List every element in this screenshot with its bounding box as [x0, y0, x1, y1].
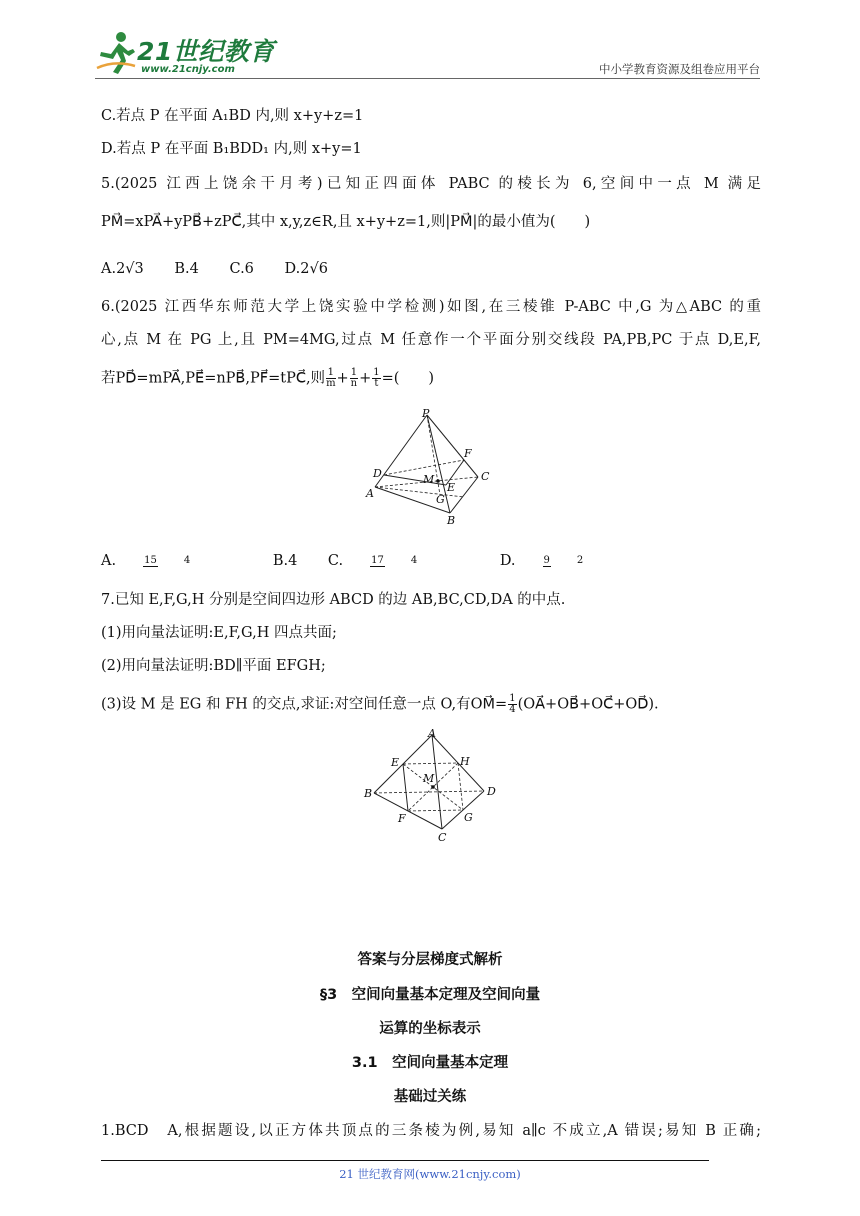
q7-label-d: D: [487, 785, 496, 798]
q7-label-c: C: [438, 831, 447, 844]
q6-label-c: C: [481, 470, 490, 483]
q5-stem-line2: PM⃗=xPA⃗+yPB⃗+zPC⃗,其中 x,y,z∈R,且 x+y+z=1,则|PM⃗|的最小值为( ): [101, 214, 591, 230]
q6-stem-line2: 心,点 M 在 PG 上,且 PM=4MG,过点 M 任意作一个平面分别交线段 PA,PB,PC 于点 D,E,F,: [101, 332, 761, 348]
logo: [95, 30, 275, 78]
runner-logo-icon: [95, 30, 137, 76]
q5-options: [101, 259, 354, 279]
q6-options: [101, 551, 661, 571]
q6-pyramid-figure: [360, 405, 500, 530]
q6-label-e: E: [447, 481, 456, 494]
q7-part3: (3)设 M 是 EG 和 FH 的交点,求证:对空间任意一点 O,有OM⃗= $\frac{1}{4}$ (OA⃗+OB⃗+OC⃗+OD⃗).: [101, 693, 659, 715]
q4-option-d: D.若点 P 在平面 B₁BDD₁ 内,则 x+y=1: [101, 141, 362, 157]
q7-label-g: G: [464, 811, 473, 824]
q7-label-f: F: [398, 812, 406, 825]
answers-title: 答案与分层梯度式解析: [357, 952, 503, 968]
q6-label-d: D: [373, 467, 382, 480]
q6-stem-line3: 若PD⃗=mPA⃗,PE⃗=nPB⃗,PF⃗=tPC⃗,则 $\frac{1}{m}$ + $\frac{1}{n}$ + $\frac{1}{t}$ =( ): [101, 367, 435, 389]
page-header: [95, 30, 760, 80]
q6-label-a: A: [366, 487, 374, 500]
q7-part2: (2)用向量法证明:BD∥平面 EFGH;: [101, 658, 326, 674]
footer-text: 21 世纪教育网(www.21cnjy.com): [339, 1167, 521, 1181]
answers-section-2: 运算的坐标表示: [379, 1021, 481, 1037]
q5-option-a: A.2√3: [101, 261, 144, 277]
q6-stem-line1: 6.(2025 江西华东师范大学上饶实验中学检测)如图,在三棱锥 P-ABC 中,G 为△ABC 的重: [101, 299, 761, 315]
logo-url: www.21cnjy.com: [141, 64, 235, 75]
q5-option-c: C.6: [229, 261, 254, 277]
q7-frac: $\frac{1}{4}$: [509, 693, 516, 715]
q6-option-d: D. 9 2: [499, 553, 584, 569]
q7-label-m: M: [423, 772, 435, 785]
q5-option-b: B.4: [174, 261, 199, 277]
q6-frac-n: $\frac{1}{n}$: [350, 367, 358, 389]
q7-part1: (1)用向量法证明:E,F,G,H 四点共面;: [101, 625, 337, 641]
q6-frac-m: $\frac{1}{m}$: [326, 367, 336, 389]
q6-option-a: A. 15 4: [101, 553, 191, 569]
q6-label-g: G: [436, 493, 445, 506]
q7-quadrilateral-figure: [360, 725, 505, 845]
q6-option-b: B.4: [272, 553, 298, 569]
q7-label-e: E: [391, 756, 400, 769]
footer-divider: [101, 1160, 709, 1161]
answers-level: 基础过关练: [393, 1089, 467, 1105]
q6-label-m: M: [423, 473, 435, 486]
q7-stem: 7.已知 E,F,G,H 分别是空间四边形 ABCD 的边 AB,BC,CD,DA 的中点.: [101, 592, 566, 608]
q6-label-f: F: [464, 447, 472, 460]
q7-label-b: B: [364, 787, 373, 800]
q7-label-a: A: [428, 727, 436, 740]
q5-stem-line1: 5.(2025 江西上饶余干月考)已知正四面体 PABC 的棱长为 6,空间中一点 M 满足: [101, 176, 761, 192]
q6-option-c: C. 17 4: [327, 553, 418, 569]
q6-line3-suffix: =( ): [381, 370, 435, 387]
q6-line3-prefix: 若PD⃗=mPA⃗,PE⃗=nPB⃗,PF⃗=tPC⃗,则: [101, 370, 326, 387]
header-divider: [95, 78, 760, 79]
answers-section: §3 空间向量基本定理及空间向量: [319, 987, 541, 1003]
q6-label-b: B: [447, 514, 456, 527]
q6-label-p: P: [422, 407, 430, 420]
q6-frac-t: $\frac{1}{t}$: [373, 367, 380, 389]
q5-option-d: D.2√6: [284, 261, 328, 277]
q4-option-c: C.若点 P 在平面 A₁BD 内,则 x+y+z=1: [101, 108, 364, 124]
answer-1-line: 1.BCD A,根据题设,以正方体共顶点的三条棱为例,易知 a∥c 不成立,A 错误;易知 B 正确;: [101, 1123, 761, 1139]
header-platform-text: 中小学教育资源及组卷应用平台: [599, 62, 760, 76]
logo-text: 21世纪教育: [137, 37, 275, 66]
answers-subsection: 3.1 空间向量基本定理: [351, 1055, 509, 1071]
q7-label-h: H: [460, 755, 470, 768]
